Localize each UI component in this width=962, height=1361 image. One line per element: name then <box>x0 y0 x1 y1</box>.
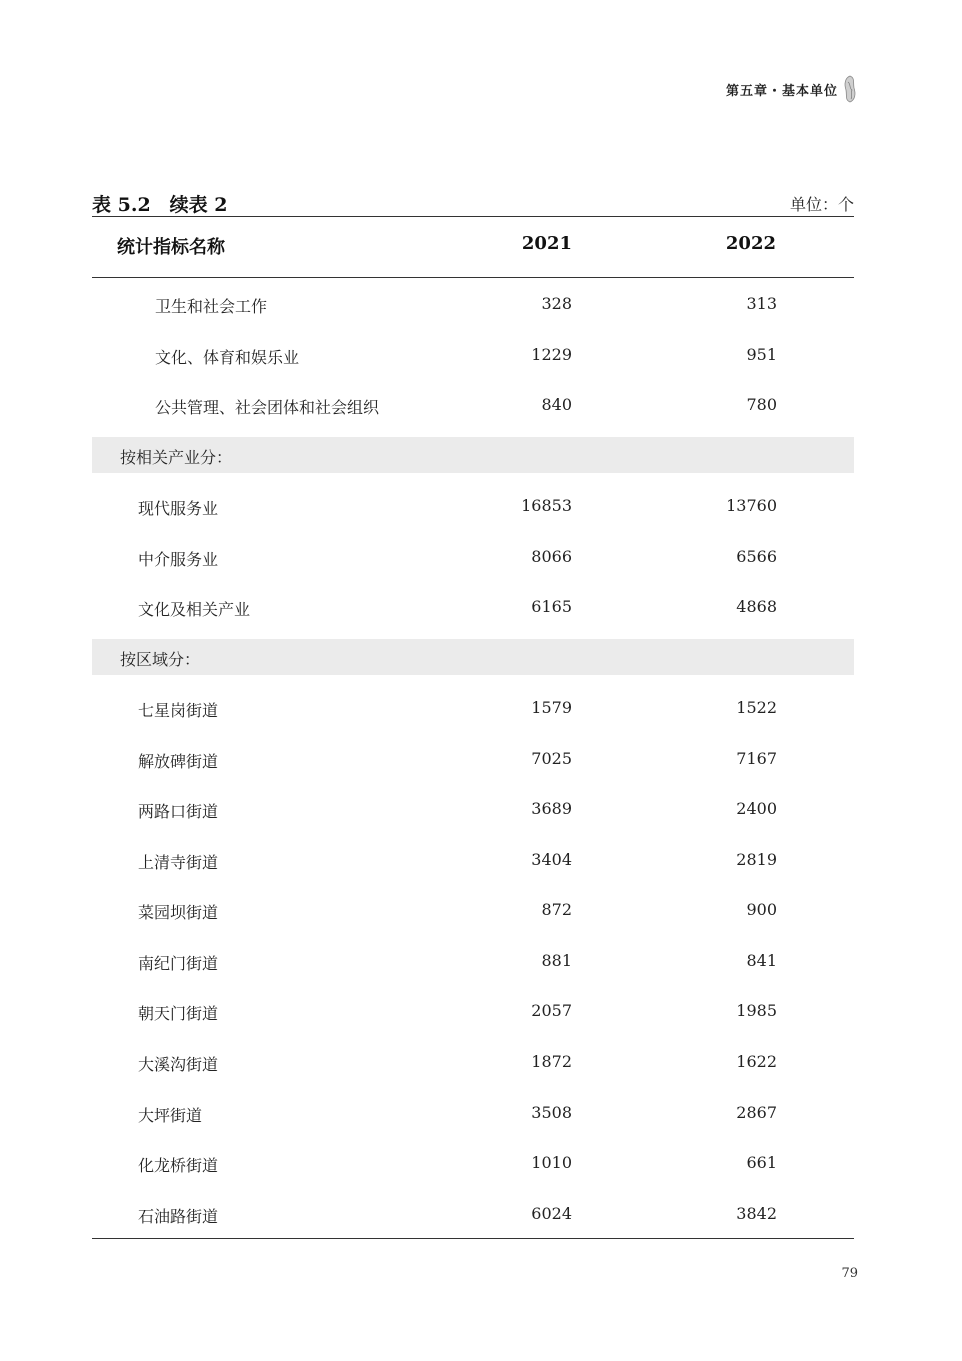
row-label: 文化、体育和娱乐业 <box>155 348 300 367</box>
row-value-2021: 1229 <box>531 345 572 364</box>
row-label: 现代服务业 <box>138 499 219 518</box>
row-value-2021: 6024 <box>531 1204 572 1223</box>
row-label: 石油路街道 <box>138 1207 219 1226</box>
row-value-2021: 328 <box>541 294 572 313</box>
row-value-2022: 841 <box>746 951 777 970</box>
section-header-region <box>92 639 854 675</box>
table-row <box>92 1044 854 1080</box>
chapter-ornament-icon <box>842 74 858 104</box>
row-label: 南纪门街道 <box>138 954 219 973</box>
table-row <box>92 892 854 928</box>
row-value-2021: 840 <box>541 395 572 414</box>
table-row <box>92 993 854 1029</box>
row-value-2021: 7025 <box>531 749 572 768</box>
row-label: 化龙桥街道 <box>138 1156 219 1175</box>
table-row <box>92 589 854 625</box>
row-value-2021: 1010 <box>531 1153 572 1172</box>
row-value-2021: 3508 <box>531 1103 572 1122</box>
table-row <box>92 387 854 423</box>
row-value-2021: 8066 <box>531 547 572 566</box>
row-label: 大坪街道 <box>138 1106 203 1125</box>
table-row <box>92 943 854 979</box>
row-value-2022: 2867 <box>736 1103 777 1122</box>
row-label: 公共管理、社会团体和社会组织 <box>155 398 380 417</box>
table-unit: 单位：个 <box>789 195 854 214</box>
section-header-industry <box>92 437 854 473</box>
row-value-2022: 3842 <box>736 1204 777 1223</box>
row-value-2022: 6566 <box>736 547 777 566</box>
row-value-2021: 3404 <box>531 850 572 869</box>
row-label: 解放碑街道 <box>138 752 219 771</box>
column-header-2021: 2021 <box>521 233 572 254</box>
table-title: 表 5.2 续表 2 <box>92 194 228 216</box>
table-row <box>92 1095 854 1131</box>
section-label: 按相关产业分： <box>120 448 233 467</box>
top-rule <box>92 216 854 217</box>
row-value-2022: 1622 <box>736 1052 777 1071</box>
row-label: 七星岗街道 <box>138 701 219 720</box>
column-header-name: 统计指标名称 <box>117 237 225 258</box>
row-value-2021: 16853 <box>521 496 572 515</box>
table-row <box>92 690 854 726</box>
column-header-2022: 2022 <box>725 233 776 254</box>
row-value-2022: 900 <box>746 900 777 919</box>
row-label: 朝天门街道 <box>138 1004 219 1023</box>
table-row <box>92 286 854 322</box>
table-row <box>92 842 854 878</box>
row-value-2021: 1579 <box>531 698 572 717</box>
row-label: 卫生和社会工作 <box>155 297 268 316</box>
row-value-2021: 6165 <box>531 597 572 616</box>
table-row <box>92 488 854 524</box>
row-label: 中介服务业 <box>138 550 219 569</box>
row-value-2022: 780 <box>746 395 777 414</box>
header-rule <box>92 277 854 278</box>
row-value-2022: 4868 <box>736 597 777 616</box>
row-value-2021: 881 <box>541 951 572 970</box>
row-value-2022: 2400 <box>736 799 777 818</box>
table-row <box>92 741 854 777</box>
row-value-2021: 2057 <box>531 1001 572 1020</box>
table-row <box>92 539 854 575</box>
row-label: 两路口街道 <box>138 802 219 821</box>
page-number: 79 <box>841 1266 858 1281</box>
table-caption <box>92 190 854 216</box>
row-value-2022: 951 <box>746 345 777 364</box>
row-value-2022: 1522 <box>736 698 777 717</box>
row-label: 上清寺街道 <box>138 853 219 872</box>
bottom-rule <box>92 1238 854 1239</box>
row-label: 大溪沟街道 <box>138 1055 219 1074</box>
table-row <box>92 1145 854 1181</box>
row-value-2022: 13760 <box>726 496 777 515</box>
row-value-2022: 661 <box>746 1153 777 1172</box>
running-head: 第五章・基本单位 <box>725 84 838 99</box>
row-value-2022: 1985 <box>736 1001 777 1020</box>
row-value-2021: 3689 <box>531 799 572 818</box>
row-value-2022: 313 <box>746 294 777 313</box>
table-row <box>92 1196 854 1232</box>
section-label: 按区域分： <box>120 650 201 669</box>
row-label: 菜园坝街道 <box>138 903 219 922</box>
row-value-2022: 7167 <box>736 749 777 768</box>
table-row <box>92 791 854 827</box>
row-value-2021: 872 <box>541 900 572 919</box>
row-value-2022: 2819 <box>736 850 777 869</box>
row-label: 文化及相关产业 <box>138 600 251 619</box>
row-value-2021: 1872 <box>531 1052 572 1071</box>
table-row <box>92 337 854 373</box>
